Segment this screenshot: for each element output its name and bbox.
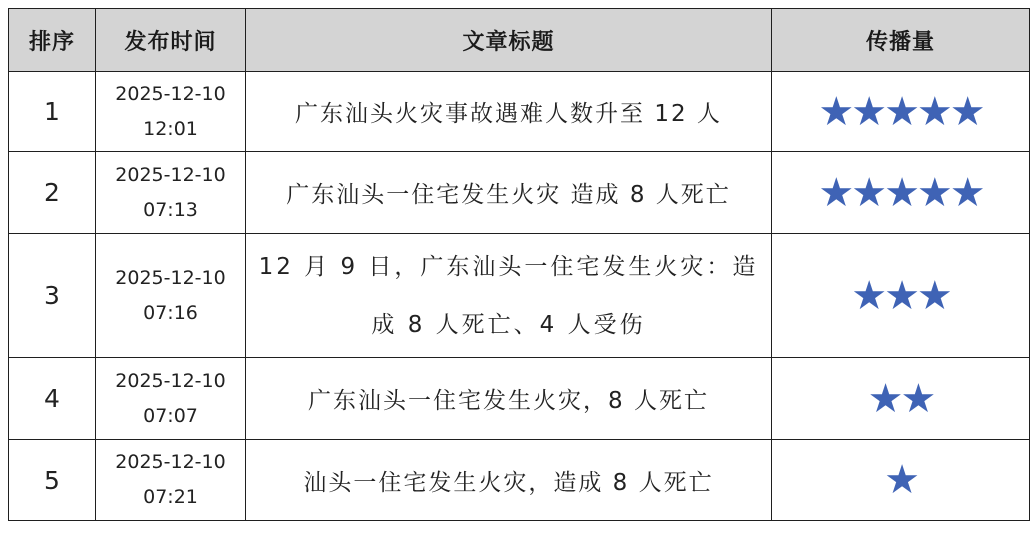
rank-cell: 1 <box>9 72 96 152</box>
header-article-title: 文章标题 <box>246 9 772 72</box>
spread-cell <box>772 440 1030 521</box>
publish-time-cell <box>96 72 246 152</box>
rank-cell: 2 <box>9 152 96 234</box>
publish-date: 2025-12-10 <box>115 82 226 105</box>
publish-clock: 07:16 <box>143 301 198 324</box>
header-row <box>9 9 1030 72</box>
table-row <box>9 152 1030 234</box>
star-rating-icon: ★★ <box>867 375 934 422</box>
publish-date: 2025-12-10 <box>115 266 226 289</box>
publish-time-cell <box>96 358 246 440</box>
publish-clock: 07:07 <box>143 404 198 427</box>
table-row <box>9 234 1030 358</box>
header-rank: 排序 <box>9 9 96 72</box>
article-title-cell: 广东汕头一住宅发生火灾，8 人死亡 <box>246 358 772 440</box>
table-row <box>9 72 1030 152</box>
publish-clock: 12:01 <box>143 117 198 140</box>
spread-cell <box>772 234 1030 358</box>
table-row <box>9 358 1030 440</box>
publish-time-cell <box>96 440 246 521</box>
rank-cell: 5 <box>9 440 96 521</box>
publish-date: 2025-12-10 <box>115 451 226 473</box>
ranking-table <box>8 8 1030 521</box>
star-rating-icon: ★ <box>884 457 917 503</box>
star-rating-icon: ★★★★★ <box>818 88 983 135</box>
star-rating-icon: ★★★★★ <box>818 169 983 216</box>
table-row <box>9 440 1030 521</box>
publish-date: 2025-12-10 <box>115 163 226 186</box>
star-rating-icon: ★★★ <box>851 272 950 319</box>
header-spread: 传播量 <box>772 9 1030 72</box>
publish-clock: 07:13 <box>143 198 198 221</box>
publish-clock: 07:21 <box>143 486 198 508</box>
table-header <box>9 9 1030 72</box>
article-title-cell: 汕头一住宅发生火灾，造成 8 人死亡 <box>246 440 772 521</box>
spread-cell <box>772 152 1030 234</box>
table-body <box>9 72 1030 521</box>
spread-cell <box>772 358 1030 440</box>
article-title-cell: 12 月 9 日，广东汕头一住宅发生火灾：造成 8 人死亡、4 人受伤 <box>246 234 772 358</box>
article-title-cell: 广东汕头一住宅发生火灾 造成 8 人死亡 <box>246 152 772 234</box>
rank-cell: 4 <box>9 358 96 440</box>
publish-time-cell <box>96 234 246 358</box>
header-publish-time: 发布时间 <box>96 9 246 72</box>
rank-cell: 3 <box>9 234 96 358</box>
article-title-cell: 广东汕头火灾事故遇难人数升至 12 人 <box>246 72 772 152</box>
publish-time-cell <box>96 152 246 234</box>
publish-date: 2025-12-10 <box>115 369 226 392</box>
spread-cell <box>772 72 1030 152</box>
